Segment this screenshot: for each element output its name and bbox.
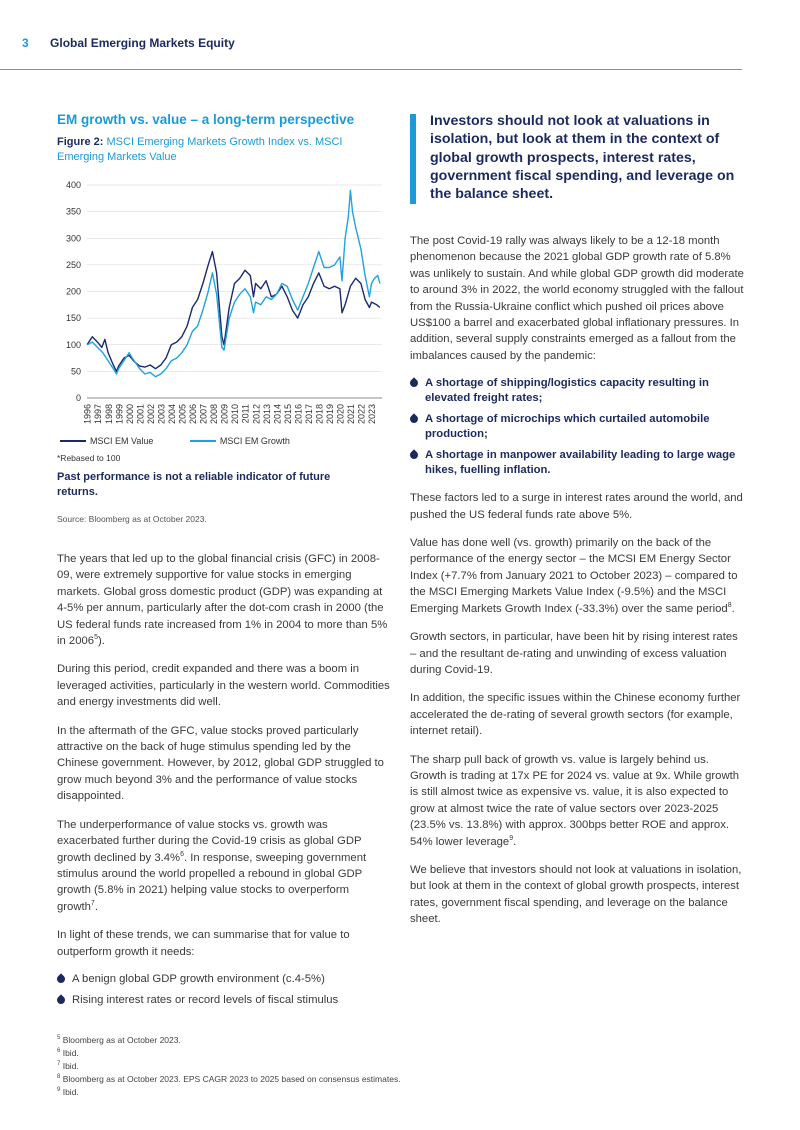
paragraph [57,551,392,649]
paragraph: In light of these trends, we can summarise that for value to outperform growth it needs: [57,929,350,958]
bullet-list [410,376,745,478]
text: . [731,602,735,615]
series-line-value [87,252,380,372]
x-tick-label: 2015 [282,404,293,425]
y-tick-label: 0 [75,393,81,403]
legend-label-value: MSCI EM Value [90,436,154,446]
text: . [513,835,517,848]
footnote [57,1085,401,1098]
paragraph: During this period, credit expanded and there was a boom in leveraged activities, particularly in the western world. Commodities and energy investments did well. [57,663,390,709]
x-tick-label: 2018 [314,404,325,425]
text: ). [97,635,105,648]
y-tick-label: 300 [65,233,81,244]
x-tick-label: 2006 [188,404,199,425]
x-tick-label: 2001 [135,404,146,425]
right-column-body [410,233,745,940]
page-header [22,36,235,50]
list-item [410,448,745,478]
performance-disclaimer: Past performance is not a reliable indicator of future returns. [57,471,331,498]
legend-label-growth: MSCI EM Growth [219,436,290,446]
footnote-ref: 8 [727,601,732,609]
list-item-text: Rising interest rates or record levels of fiscal stimulus [72,993,339,1006]
paragraph: We believe that investors should not look at valuations in isolation, but look at them in the context of global growth prospects, interest rates, government fiscal spending, and leverage on the balance sheet. [410,863,742,926]
x-tick-label: 2012 [251,404,262,425]
x-tick-label: 2004 [166,404,177,425]
footnote-text: Bloomberg as at October 2023. EPS CAGR 2023 to 2025 based on consensus estimates. [62,1073,401,1084]
pull-quote [410,112,745,204]
figure-label: Figure 2: [57,136,104,148]
y-tick-label: 400 [65,180,81,190]
footnote-text: Bloomberg as at October 2023. [62,1034,181,1045]
bullet-icon [55,994,66,1005]
footnote-text: Ibid. [62,1047,79,1058]
figure-heading [57,112,390,165]
x-tick-label: 2010 [230,404,241,425]
header-divider [0,69,742,70]
list-item-text: A shortage of shipping/logistics capacity resulting in elevated freight rates; [425,377,709,405]
y-tick-label: 150 [65,313,81,324]
footnote-number: 9 [57,1087,61,1094]
source-note: Source: Bloomberg as at October 2023. [57,514,207,524]
footnote-ref: 9 [509,834,514,842]
list-item [57,993,392,1008]
x-tick-label: 1997 [93,404,104,425]
y-tick-label: 50 [70,366,81,377]
x-tick-label: 2014 [272,404,283,425]
paragraph [57,817,392,915]
paragraph [410,535,745,617]
document-title: Global Emerging Markets Equity [50,36,235,50]
x-tick-label: 2005 [177,404,188,425]
footnote [57,1046,401,1059]
footnote-number: 8 [57,1074,61,1081]
x-tick-label: 2020 [335,404,346,425]
paragraph: In the aftermath of the GFC, value stocks proved particularly attractive on the back of huge stimulus spending led by the Chinese government. However, by 2012, global GDP struggled to grow much beyond 3% and the performance of value stocks disappointed. [57,724,384,803]
footnote-number: 7 [57,1061,61,1068]
footnote [57,1033,401,1046]
paragraph: In addition, the specific issues within the Chinese economy further accelerated the de-rating of several growth sectors (for example, internet retail). [410,692,741,738]
x-tick-label: 2003 [156,404,167,425]
x-tick-label: 1996 [82,404,93,425]
footnote-ref: 5 [94,634,98,642]
y-tick-label: 350 [65,206,81,217]
list-item-text: A shortage of microchips which curtailed automobile production; [425,413,710,441]
footnotes [57,1033,401,1098]
x-tick-label: 2013 [261,404,272,425]
quote-bar [410,114,416,204]
x-tick-label: 2000 [124,404,135,425]
figure-caption [57,135,390,165]
footnote-text: Ibid. [62,1086,79,1097]
figure-caption-text: MSCI Emerging Markets Growth Index vs. MSCI Emerging Markets Value [57,136,343,163]
y-tick-label: 100 [65,339,81,350]
rebased-note: *Rebased to 100 [57,453,121,463]
x-tick-label: 1999 [114,404,125,425]
chart-legend [60,434,324,446]
x-tick-label: 2008 [209,404,220,425]
x-tick-label: 2019 [325,404,336,425]
list-item-text: A benign global GDP growth environment (c.4-5%) [72,972,325,985]
chart-svg [57,175,390,433]
text: Value has done well (vs. growth) primarily on the back of the performance of the energy sector – the MCSI EM Energy Sector Index (+7.7% from January 2021 to October 2023) – compared to the MSCI Emerging Markets Value Index (-9.5%) and the MSCI Emerging Markets Growth Index (-33.3%) over the same period [410,537,738,615]
paragraph: These factors led to a surge in interest rates around the world, and pushed the US federal funds rate above 5%. [410,492,743,521]
legend-swatch-value [60,440,86,442]
list-item-text: A shortage in manpower availability leading to large wage hikes, fuelling inflation. [425,449,736,477]
y-tick-label: 250 [65,259,81,270]
footnote-number: 6 [57,1048,61,1055]
bullet-icon [408,378,419,389]
x-tick-label: 1998 [103,404,114,425]
text: The years that led up to the global financial crisis (GFC) in 2008-09, were extremely supportive for value stocks in emerging markets. Global gross domestic product (GDP) was expanding at 4-5% per annum, particularly after the dot-com crash in 2000 (the US federal funds rate increased from 1% in 2004 to more than 5% in 2006 [57,553,388,648]
left-column-body [57,551,392,1020]
footnote-number: 5 [57,1035,61,1041]
list-item [57,972,392,987]
section-title: EM growth vs. value – a long-term perspective [57,112,355,127]
list-item [410,376,745,406]
paragraph: Growth sectors, in particular, have been hit by rising interest rates – and the resultant de-rating and unwinding of excess valuation during Covid-19. [410,631,738,676]
line-chart [57,175,390,455]
x-tick-label: 2017 [303,404,314,425]
text: The underperformance of value stocks vs. growth was exacerbated further during the Covid-19 crisis as global GDP growth declined by 3.4% [57,818,362,864]
bullet-list [57,972,392,1008]
text: . In response, sweeping government stimulus around the world propelled a rebound in global GDP growth (5.8% in 2021) helping value stocks to overperform growth [57,851,367,913]
x-tick-label: 2023 [367,404,378,425]
quote-text: Investors should not look at valuations in isolation, but look at them in the context of global growth prospects, interest rates, government fiscal spending, and leverage on the balance sheet. [430,113,735,203]
footnote [57,1059,401,1072]
series-line-growth [87,190,380,376]
text: The sharp pull back of growth vs. value is largely behind us. Growth is trading at 17x PE for 2024 vs. value at 9x. While growth is still almost twice as expensive vs. value, it is also expected to grow at almost twice the rate of value sectors over 2023-2025 (23.5% vs. 13.8%) with approx. 300bps better ROE and approx. 54% lower leverage [410,753,740,848]
paragraph [410,752,745,850]
x-tick-label: 2021 [346,404,357,425]
bullet-icon [408,450,419,461]
paragraph: The post Covid-19 rally was always likely to be a 12-18 month phenomenon because the 2021 global GDP growth rate of 5.8% was unlikely to sustain. And while global GDP growth did moderate to around 3% in 2022, the world economy struggled with the fallout from the Russia-Ukraine conflict which pushed oil prices above US$100 a barrel and exacerbated global inflationary pressures. In addition, several supply constraints emerged as a fallout from the imbalances caused by the pandemic: [410,235,744,362]
legend-item-value [60,436,153,446]
bullet-icon [408,414,419,425]
footnote-ref: 6 [180,850,184,858]
footnote-ref: 7 [90,899,95,907]
page-number: 3 [22,36,29,50]
bullet-icon [55,973,66,984]
footnote [57,1072,401,1085]
legend-item-growth [190,436,290,446]
x-tick-label: 2002 [145,404,156,425]
x-tick-label: 2007 [198,404,209,425]
y-tick-label: 200 [65,286,81,297]
x-tick-label: 2011 [240,404,251,424]
text: . [94,900,98,913]
x-tick-label: 2016 [293,404,304,425]
legend-swatch-growth [190,440,216,442]
list-item [410,412,745,442]
footnote-text: Ibid. [62,1060,79,1071]
x-tick-label: 2022 [356,404,367,425]
x-tick-label: 2009 [219,404,230,425]
